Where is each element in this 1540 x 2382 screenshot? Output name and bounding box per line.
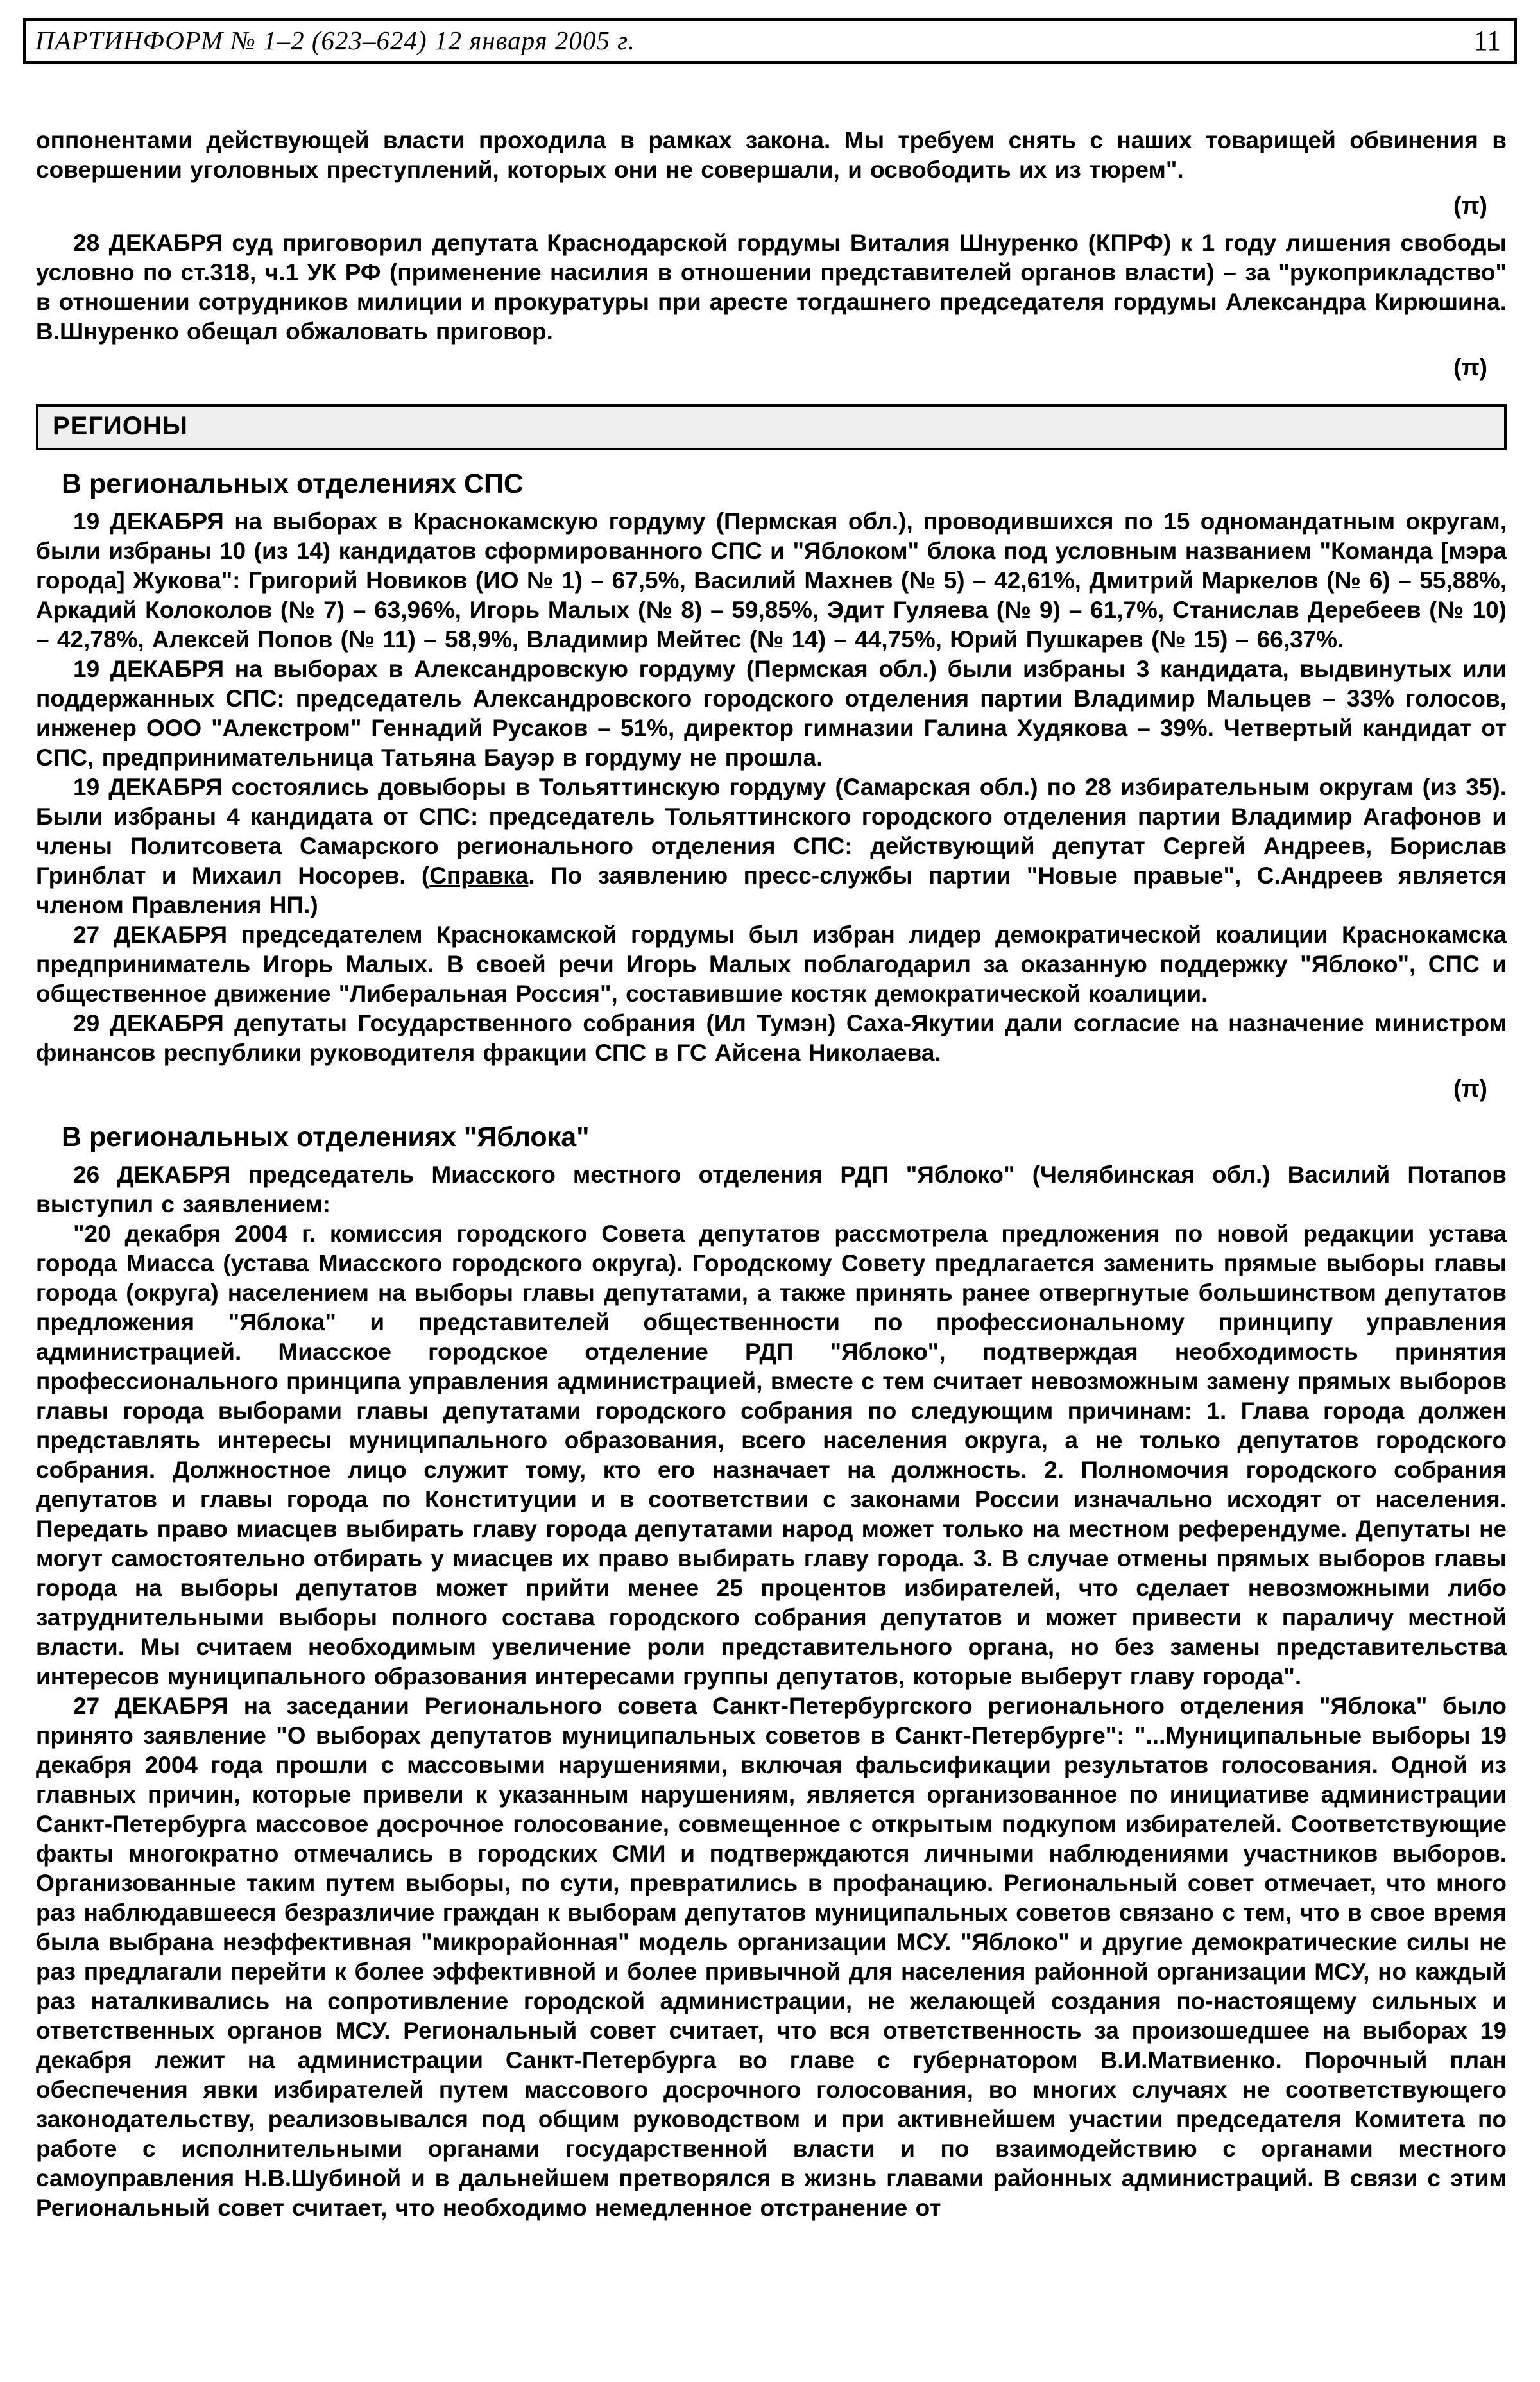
spravka-underlined-word: Справка (429, 862, 529, 889)
page-body (36, 126, 1507, 2223)
paragraph-sps-krasnokamsk-chairman: 27 ДЕКАБРЯ председателем Краснокамской гордумы был избран лидер демократической коалиции Краснокамска предприниматель Игорь Малых. В своей речи Игорь Малых поблагодарил за оказанную поддержку "Яблоко", СПС и общественное движение "Либеральная Россия", составившие костяк демократической коалиции. (36, 921, 1507, 1007)
paragraph-sps-aleksandrovsk-elections: 19 ДЕКАБРЯ на выборах в Александровскую гордуму (Пермская обл.) были избраны 3 кандидата, выдвинутых или поддержанных СПС: председатель Александровского городского отделения партии Владимир Мальцев – 33% голосов, инженер ООО "Алекстром" Геннадий Русаков – 51%, директор гимназии Галина Худякова – 39%. Четвертый кандидат от СПС, предпринимательница Татьяна Бауэр в гордуму не прошла. (36, 656, 1507, 771)
paragraph-continuation: оппонентами действующей власти проходила в рамках закона. Мы требуем снять с наших товарищей обвинения в совершении уголовных преступлений, которых они не совершали, и освободить их из тюрем". (36, 127, 1507, 183)
paragraph-text-after: . По заявлению пресс-службы партии "Новые правые", С.Андреев является членом Правления НП.) (36, 862, 1507, 918)
paragraph-yabloko-miass-intro: 26 ДЕКАБРЯ председатель Миасского местного отделения РДП "Яблоко" (Челябинская обл.) Василий Потапов выступил с заявлением: (36, 1161, 1507, 1217)
pi-end-marker: (π) (1453, 1075, 1487, 1102)
paragraph-sps-krasnokamsk-elections: 19 ДЕКАБРЯ на выборах в Краснокамскую гордуму (Пермская обл.), проводившихся по 15 одномандатным округам, были избраны 10 (из 14) кандидатов сформированного СПС и "Яблоком" блока под условным названием "Команда [мэра города] Жукова": Григорий Новиков (ИО № 1) – 67,5%, Василий Махнев (№ 5) – 42,61%, Дмитрий Маркелов (№ 6) – 55,88%, Аркадий Колоколов (№ 7) – 63,96%, Игорь Малых (№ 8) – 59,85%, Эдит Гуляева (№ 9) – 61,7%, Станислав Деребеев (№ 10) – 42,78%, Алексей Попов (№ 11) – 58,9%, Владимир Мейтес (№ 14) – 44,75%, Юрий Пушкарев (№ 15) – 66,37%. (36, 508, 1507, 653)
section-banner-regions (36, 404, 1507, 450)
page-header (23, 18, 1517, 64)
paragraph-text-before: 19 ДЕКАБРЯ состоялись довыборы в Тольяттинскую гордуму (Самарская обл.) по 28 избирательным округам (из 35). Были избраны 4 кандидата от СПС: председатель Тольяттинского городского отделения партии Владимир Агафонов и члены Политсовета Самарского регионального отделения СПС: действующий депутат Сергей Андреев, Борислав Гринблат и Михаил Носорев. ( (36, 774, 1507, 889)
section-title: РЕГИОНЫ (53, 412, 188, 440)
paragraph-sps-sakha-yakutia: 29 ДЕКАБРЯ депутаты Государственного собрания (Ил Тумэн) Саха-Якутии дали согласие на назначение министром финансов республики руководителя фракции СПС в ГС Айсена Николаева. (36, 1010, 1507, 1066)
page-number: 11 (1473, 24, 1501, 56)
paragraph-sps-tolyatti-elections (36, 773, 1507, 920)
subsection-heading-yabloko: В региональных отделениях "Яблока" (62, 1122, 590, 1152)
pi-end-marker: (π) (1453, 193, 1487, 219)
paragraph-yabloko-spb-statement: 27 ДЕКАБРЯ на заседании Регионального совета Санкт-Петербургского регионального отделения "Яблока" было принято заявление "О выборах депутатов муниципальных советов в Санкт-Петербурге": "...Муниципальные выборы 19 декабря 2004 года прошли с массовыми нарушениями, включая фальсификации результатов голосования. Одной из главных причин, которые привели к указанным нарушениям, является организованное по инициативе администрации Санкт-Петербурга массовое досрочное голосование, совмещенное с открытым подкупом избирателей. Соответствующие факты многократно отмечались в городских СМИ и подтверждаются личными наблюдениями участников выборов. Организованные таким путем выборы, по сути, превратились в профанацию. Региональный совет отмечает, что много раз наблюдавшееся безразличие граждан к выборам депутатов муниципальных советов связано с тем, что в свое время была выбрана неэффективная "микрорайонная" модель организации МСУ. "Яблоко" и другие демократические силы не раз предлагали перейти к более эффективной и более привычной для населения районной организации МСУ, но каждый раз наталкивались на сопротивление городской администрации, не желающей создания по-настоящему сильных и ответственных органов МСУ. Региональный совет считает, что вся ответственность за произошедшее на выборах 19 декабря лежит на администрации Санкт-Петербурга во главе с губернатором В.И.Матвиенко. Порочный план обеспечения явки избирателей путем массового досрочного голосования, во многих случаях не соответствующего законодательству, реализовывался под общим руководством и при активнейшем участии председателя Комитета по работе с исполнительными органами государственной власти и по взаимодействию с органами местного самоуправления Н.В.Шубиной и в дальнейшем претворялся в жизнь главами районных администраций. В связи с этим Региональный совет считает, что необходимо немедленное отстранение от (36, 1693, 1507, 2221)
paragraph-court-verdict: 28 ДЕКАБРЯ суд приговорил депутата Краснодарской гордумы Виталия Шнуренко (КПРФ) к 1 году лишения свободы условно по ст.318, ч.1 УК РФ (применение насилия в отношении представителей органов власти) – за "рукоприкладство" в отношении сотрудников милиции и прокуратуры при аресте тогдашнего председателя гордумы Александра Кирюшина. В.Шнуренко обещал обжаловать приговор. (36, 230, 1507, 345)
subsection-heading-sps: В региональных отделениях СПС (62, 468, 524, 499)
paragraph-yabloko-miass-statement: "20 декабря 2004 г. комиссия городского Совета депутатов рассмотрела предложения по новой редакции устава города Миасса (устава Миасского городского округа). Городскому Совету предлагается заменить прямые выборы главы города (округа) населением на выборы главы депутатами, а также принять ранее отвергнутые большинством депутатов предложения "Яблока" и представителей общественности по профессиональному принципу управления администрацией. Миасское городское отделение РДП "Яблоко", подтверждая необходимость принятия профессионального принципа управления администрацией, вместе с тем считает невозможным замену прямых выборов главы города выборами главы депутатами городского собрания по следующим причинам: 1. Глава города должен представлять интересы муниципального образования, всего населения округа, а не только депутатов городского собрания. Должностное лицо служит тому, кто его назначает на должность. 2. Полномочия городского собрания депутатов и главы города по Конституции и в соответствии с законами России изначально исходят от населения. Передать право миасцев выбирать главу города депутатами народ может только на местном референдуме. Депутаты не могут самостоятельно отбирать у миасцев их право выбирать главу города. 3. В случае отмены прямых выборов главы города на выборы депутатов может прийти менее 25 процентов избирателей, что сделает невозможными либо затруднительными выборы полного состава городского собрания депутатов и может привести к параличу местной власти. Мы считаем необходимым увеличение роли представительного органа, но без замены представительства интересов муниципального образования интересами группы депутатов, которые выберут главу города". (36, 1221, 1507, 1690)
pi-end-marker: (π) (1453, 354, 1487, 381)
publication-title: ПАРТИНФОРМ № 1–2 (623–624) 12 января 2005 г. (35, 26, 635, 55)
